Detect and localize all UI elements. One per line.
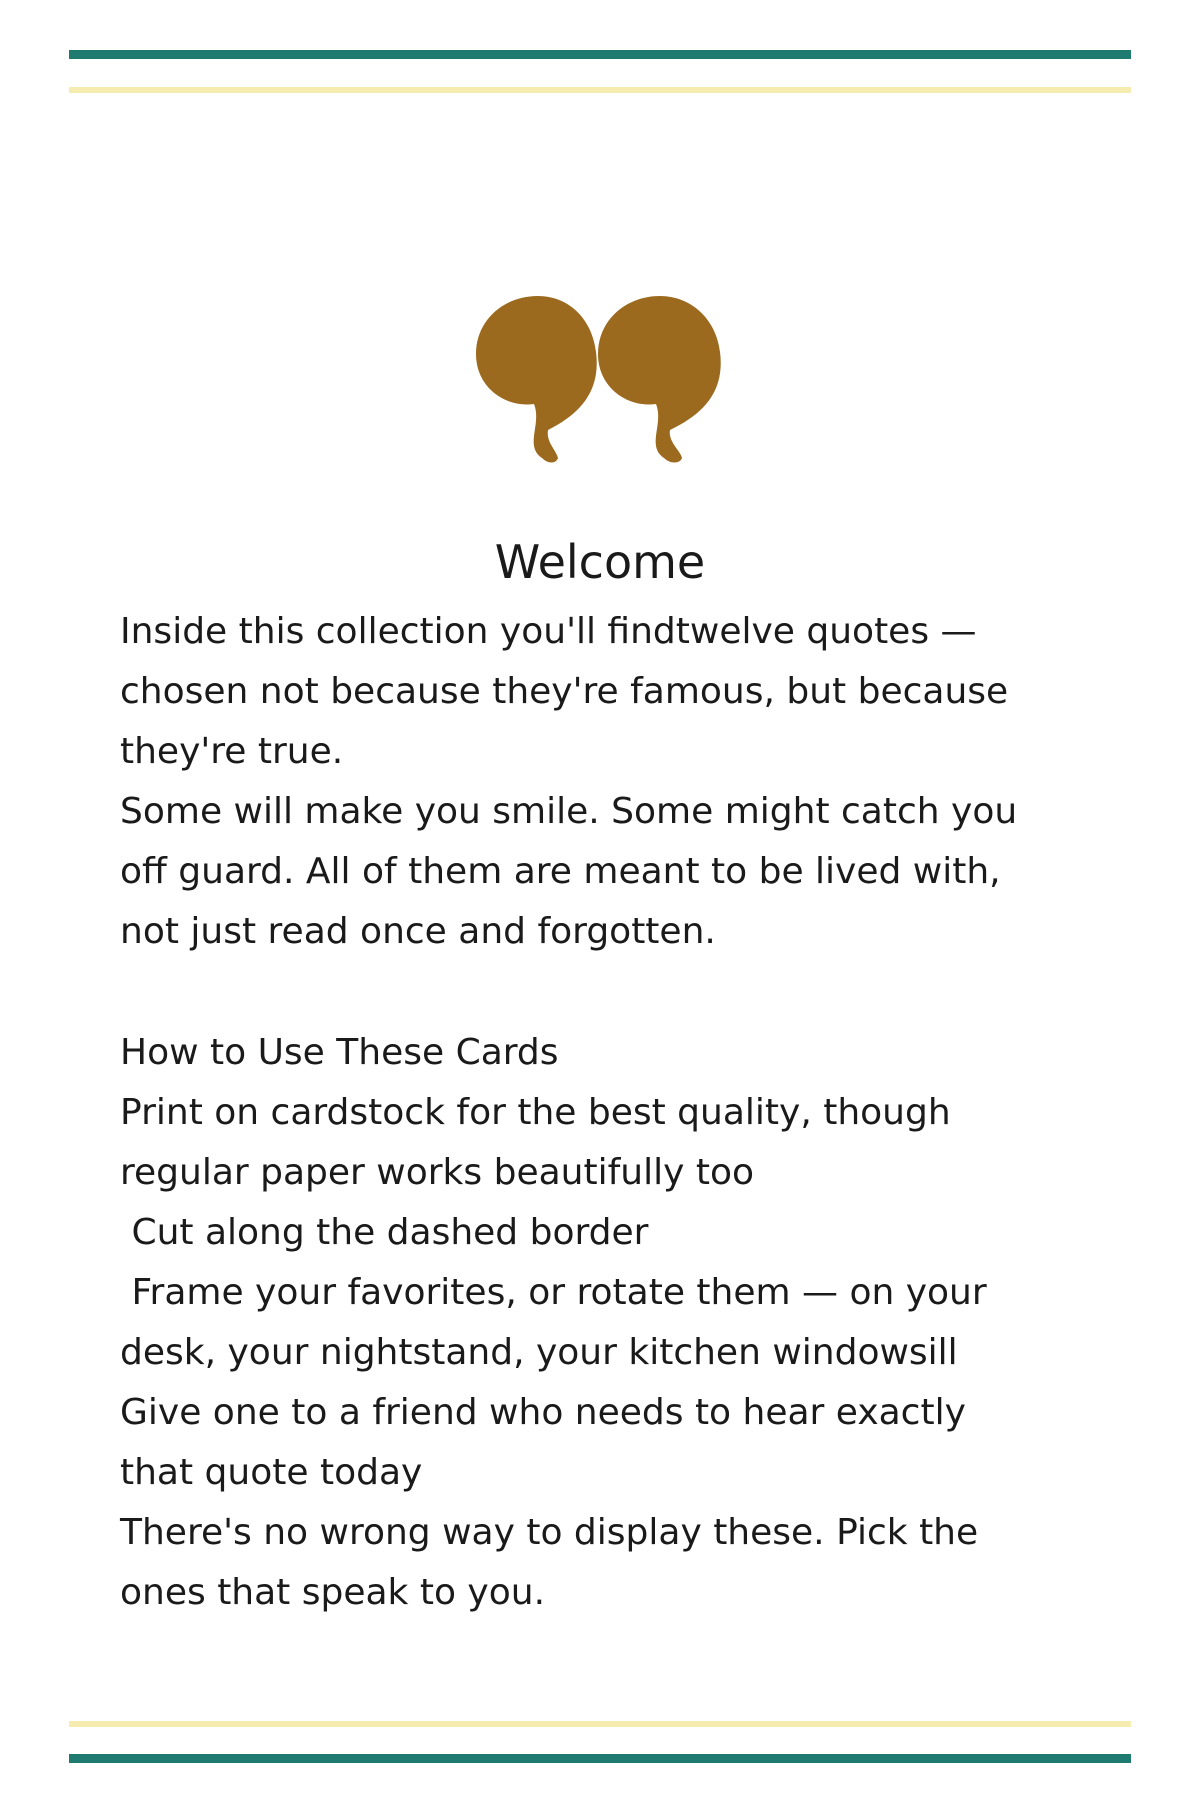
bottom-cream-rule (69, 1721, 1131, 1727)
welcome-title: Welcome (494, 535, 706, 589)
how-to-line: There's no wrong way to display these. Pick the (120, 1512, 979, 1553)
welcome-line: Inside this collection you'll findtwelve quotes — (120, 611, 977, 652)
welcome-line: Some will make you smile. Some might catch you (120, 791, 1018, 832)
how-to-line: Print on cardstock for the best quality, though (120, 1092, 951, 1133)
quotation-mark-icon (476, 296, 726, 468)
how-to-line: Cut along the dashed border (120, 1212, 649, 1253)
top-teal-rule (69, 50, 1131, 59)
how-to-line: Frame your favorites, or rotate them — on your (120, 1272, 987, 1313)
how-to-paragraph (120, 1083, 1100, 1623)
welcome-line: not just read once and forgotten. (120, 911, 716, 952)
top-cream-rule (69, 87, 1131, 93)
how-to-heading: How to Use These Cards (120, 1032, 559, 1073)
how-to-line: ones that speak to you. (120, 1572, 546, 1613)
bottom-teal-rule (69, 1754, 1131, 1763)
how-to-line: Give one to a friend who needs to hear exactly (120, 1392, 966, 1433)
how-to-line: that quote today (120, 1452, 423, 1493)
welcome-line: they're true. (120, 731, 344, 772)
how-to-line: desk, your nightstand, your kitchen windowsill (120, 1332, 958, 1373)
welcome-line: off guard. All of them are meant to be lived with, (120, 851, 1001, 892)
welcome-line: chosen not because they're famous, but because (120, 671, 1009, 712)
welcome-paragraph (120, 602, 1100, 962)
how-to-line: regular paper works beautifully too (120, 1152, 755, 1193)
